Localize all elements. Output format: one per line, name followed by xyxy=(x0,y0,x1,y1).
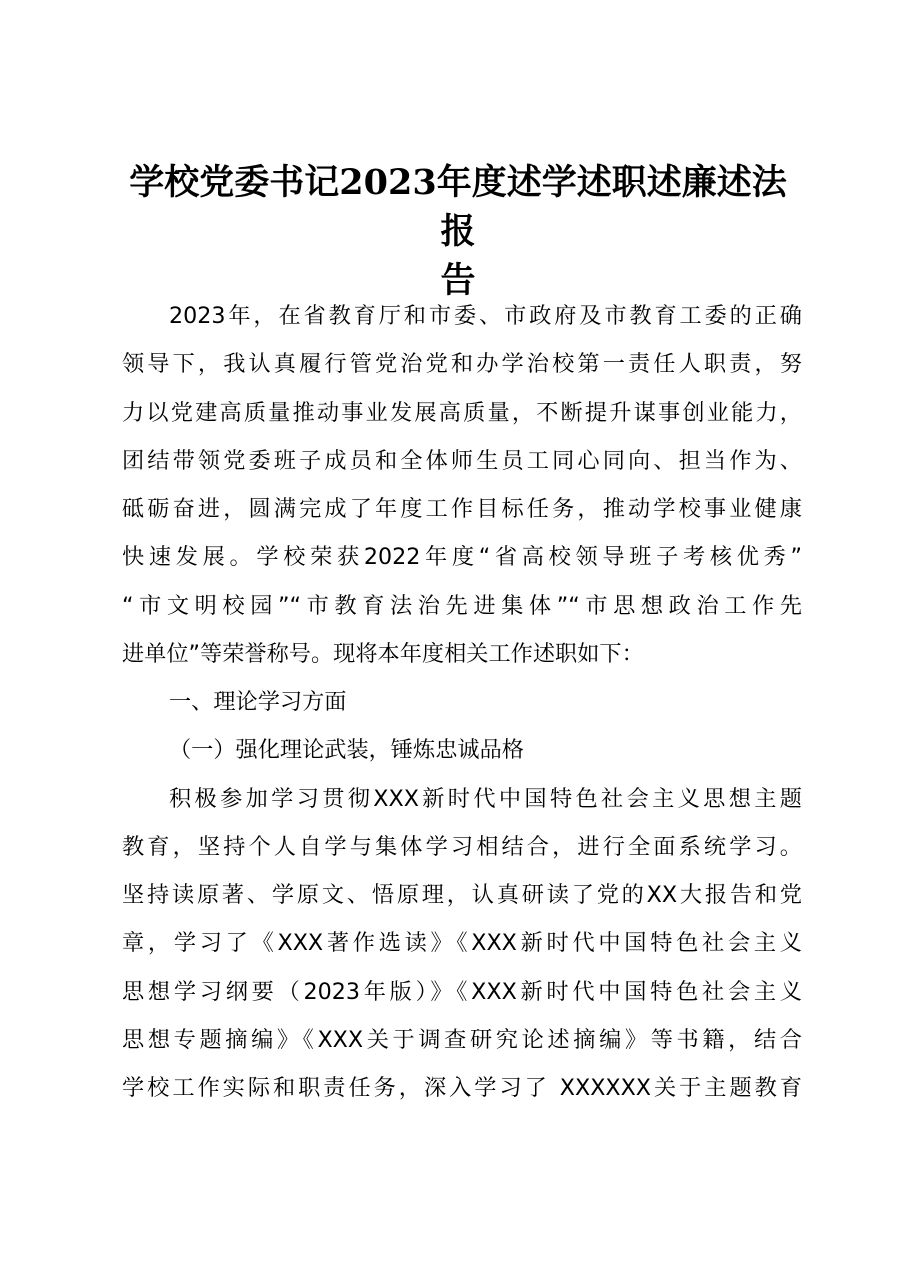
text-line: 进单位”等荣誉称号。现将本年度相关工作述职如下： xyxy=(122,640,644,667)
text-line: 砥砺奋进，圆满完成了年度工作目标任务，推动学校事业健康 xyxy=(122,496,802,522)
text-line: 积极参加学习贯彻XXX新时代中国特色社会主义思想主题 xyxy=(169,785,802,812)
text-line: “市文明校园”“市教育法治先进集体”“市思想政治工作先 xyxy=(122,592,802,619)
text-line: 团结带领党委班子成员和全体师生员工同心同向、担当作为、 xyxy=(122,447,802,474)
text-line: 领导下，我认真履行管党治党和办学治校第一责任人职责，努 xyxy=(122,351,802,378)
document-title xyxy=(120,158,796,305)
title-line-1: 学校党委书记2023年度述学述职述廉述法报 xyxy=(129,162,787,252)
paragraph-intro xyxy=(122,292,802,678)
text-line: 章，学习了《XXX著作选读》《XXX新时代中国特色社会主义 xyxy=(122,930,802,957)
text-line: 力以党建高质量推动事业发展高质量，不断提升谋事创业能力， xyxy=(122,399,802,426)
document-body xyxy=(122,292,802,1112)
text-line: 快速发展。学校荣获2022年度“省高校领导班子考核优秀” xyxy=(122,544,802,571)
subsection-heading-1: （一）强化理论武装，锤炼忠诚品格 xyxy=(169,737,524,764)
text-line: 2023年，在省教育厅和市委、市政府及市教育工委的正确 xyxy=(169,303,802,329)
text-line: 思想专题摘编》《XXX关于调查研究论述摘编》等书籍，结合 xyxy=(122,1026,802,1053)
section-heading-1: 一、理论学习方面 xyxy=(169,689,347,715)
paragraph-study xyxy=(122,775,802,1113)
text-line: 思想学习纲要（2023年版）》《XXX新时代中国特色社会主义 xyxy=(122,978,802,1005)
text-line: 坚持读原著、学原文、悟原理，认真研读了党的XX大报告和党 xyxy=(122,882,802,908)
text-line: 学校工作实际和职责任务，深入学习了 XXXXXX关于主题教育 xyxy=(122,1075,802,1101)
text-line: 教育，坚持个人自学与集体学习相结合，进行全面系统学习。 xyxy=(122,833,802,860)
title-line-2: 告 xyxy=(440,260,476,301)
